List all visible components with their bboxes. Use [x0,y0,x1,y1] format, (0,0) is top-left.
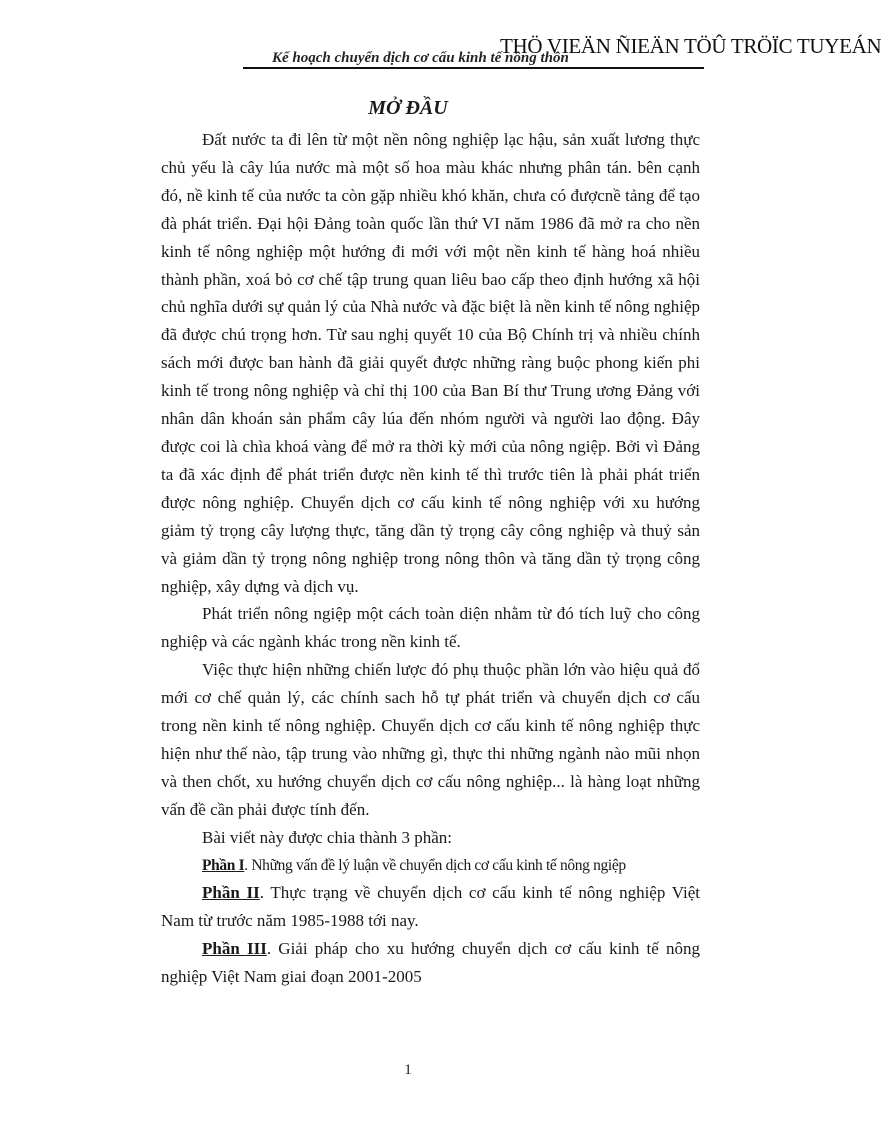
part-1-item [161,852,700,880]
part-1-text: . Những vấn đề lý luận về chuyển dịch cơ cấu kinh tế nông ngiệp [244,856,626,874]
header-rule [243,67,704,69]
part-3-label: Phần III [202,939,267,959]
body-text [161,126,700,991]
page-title: MỞ ĐẦU [368,97,448,119]
page-number: 1 [404,1062,412,1078]
watermark-text: THÖ VIEÄN ÑIEÄN TÖÛ TRÖÏC TUYEÁN [500,34,881,58]
part-1-label: Phần I [202,856,245,874]
part-3-text: . Giải pháp cho xu hướng chuyển dịch cơ cấu kinh tế nông nghiệp Việt Nam giai đoạn 2001-2005 [161,939,700,987]
part-2-text: . Thực trạng về chuyển dịch cơ cấu kinh tế nông nghiệp Việt Nam từ trước năm 1985-1988 tới nay. [161,883,700,931]
running-header: Kế hoạch chuyển dịch cơ cấu kinh tế nông thôn [272,50,569,66]
intro-paragraph: Đất nước ta đi lên từ một nền nông nghiệp lạc hậu, sản xuất lương thực chủ yếu là cây lúa nước mà một số hoa màu khác nhưng phân tán. bên cạnh đó, nề kinh tế của nước ta còn gặp nhiều khó khăn, chưa có đượcnề tảng để tạo đà phát triển. Đại hội Đảng toàn quốc lần thứ VI năm 1986 đã mở ra cho nền kinh tế nông nghiệp một hướng đi mới với một nền kinh tế hàng hoá nhiều thành phần, xoá bỏ cơ chế tập trung quan liêu bao cấp theo định hướng xã hội chủ nghĩa dưới sự quản lý của Nhà nước và đặc biệt là nền kinh tế nông nghiệp đã được chú trọng hơn. Từ sau nghị quyết 10 của Bộ Chính trị và nhiều chính sách mới được ban hành đã giải quyết được những ràng buộc phong kiến phi kinh tế trong nông nghiệp và chỉ thị 100 của Ban Bí thư Trung ương Đảng với nhân dân khoán sản phẩm cây lúa đến nhóm người và người lao động. Đây được coi là chìa khoá vàng để mở ra thời kỳ mới của nông ngiệp. Bởi vì Đảng ta đã xác định để phát triển được nền kinh tế thì trước tiên là phải phát triển được nông nghiệp. Chuyển dịch cơ cấu kinh tế nông nghiệp với xu hướng giảm tỷ trọng cây lượng thực, tăng dần tỷ trọng cây công nghiệp và thuỷ sản và giảm dần tỷ trọng nông nghiệp trong nông thôn và tăng dần tỷ trọng công nghiệp, xây dựng và dịch vụ. [161,130,700,596]
paragraph-strategy: Việc thực hiện những chiến lược đó phụ thuộc phần lớn vào hiệu quả đổ mới cơ chế quản lý, các chính sach hỗ tự phát triển và chuyển dịch cơ cấu trong nền kinh tế nông nghiệp. Chuyển dịch cơ cấu kinh tế nông nghiệp thực hiện như thế nào, tập trung vào những gì, thực thi những ngành nào mũi nhọn và then chốt, xu hướng chuyển dịch cơ cấu nông nghiệp... là hàng loạt những vấn đề cần phải được tính đến. [161,660,700,819]
part-2-item [161,879,700,935]
paragraph-development: Phát triển nông ngiệp một cách toàn diện nhằm từ đó tích luỹ cho công nghiệp và các ngành khác trong nền kinh tế. [161,604,700,652]
part-3-item [161,935,700,991]
paragraph-structure: Bài viết này được chia thành 3 phần: [202,827,452,847]
part-2-label: Phần II [202,883,260,903]
